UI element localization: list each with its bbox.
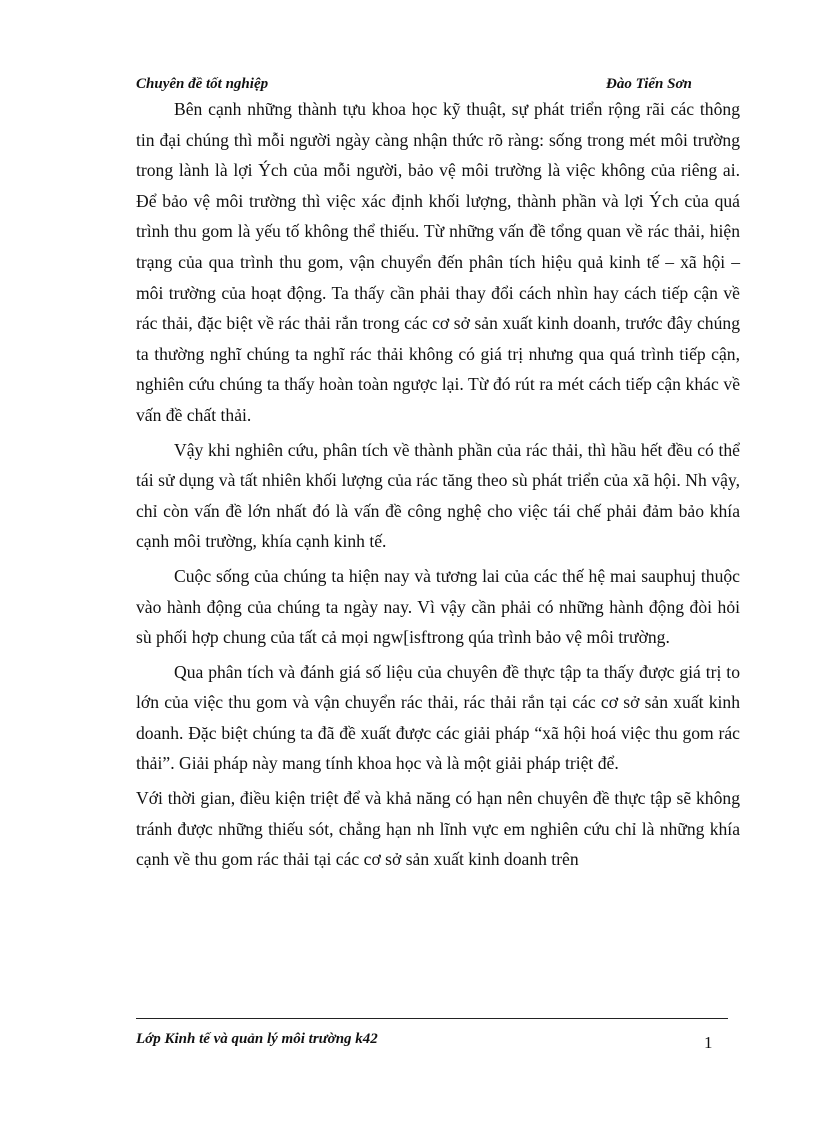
paragraph: Qua phân tích và đánh giá số liệu của chuyên đề thực tập ta thấy được giá trị to lớn của việc thu gom và vận chuyển rác thải, rác thải rắn tại các cơ sở sản xuất kinh doanh. Đặc biệt chúng ta đã đề xuất được các giải pháp “xã hội hoá việc thu gom rác thải”. Giải pháp này mang tính khoa học và là một giải pháp triệt để. [136,661,740,774]
paragraph: Cuộc sống của chúng ta hiện nay và tương lai của các thế hệ mai sauphuj thuộc vào hành động của chúng ta ngày nay. Vì vậy cần phải có những hành động đòi hỏi sù phối hợp chung của tất cả mọi ngw[isftrong qúa trình bảo vệ môi trường. [136,565,740,648]
document-body [136,94,740,879]
header-title: Chuyên đề tốt nghiệp [136,76,269,92]
paragraph: Vậy khi nghiên cứu, phân tích về thành phần của rác thải, thì hầu hết đều có thể tái sử dụng và tất nhiên khối lượng của rác tăng theo sù phát triển của xã hội. Nh vậy, chỉ còn vấn đề lớn nhất đó là vấn đề công nghệ cho việc tái chế phải đảm bảo khía cạnh môi trường, khía cạnh kinh tế. [136,439,740,552]
footer-class-name: Lớp Kinh tế và quản lý môi trường k42 [136,1031,378,1047]
footer-divider [136,1018,728,1019]
page-number: 1 [704,1033,713,1052]
paragraph: Với thời gian, điều kiện triệt để và khả năng có hạn nên chuyên đề thực tập sẽ không tránh được những thiếu sót, chẳng hạn nh lĩnh vực em nghiên cứu chỉ là những khía cạnh về thu gom rác thải tại các cơ sở sản xuất kinh doanh trên [136,788,740,870]
header-author: Đào Tiến Sơn [606,76,692,92]
paragraph: Bên cạnh những thành tựu khoa học kỹ thuật, sự phát triển rộng rãi các thông tin đại chúng thì mỗi người ngày càng nhận thức rõ ràng: sống trong mét môi trường trong lành là lợi Ých của mỗi người, bảo vệ môi trường là việc không của riêng ai. Để bảo vệ môi trường thì việc xác định khối lượng, thành phần và lợi Ých của quá trình thu gom là yếu tố không thể thiếu. Từ những vấn đề tổng quan về rác thải, hiện trạng của qua trình thu gom, vận chuyển đến phân tích hiệu quả kinh tế – xã hội – môi trường của hoạt động. Ta thấy cần phải thay đổi cách nhìn hay cách tiếp cận về rác thải, đặc biệt về rác thải rắn trong các cơ sở sản xuất kinh doanh, trước đây chúng ta thường nghĩ chúng ta nghĩ rác thải không có giá trị nhưng qua quá trình tiếp cận, nghiên cứu chúng ta thấy hoàn toàn ngược lại. Từ đó rút ra mét cách tiếp cận khác về vấn đề chất thải. [136,99,740,425]
